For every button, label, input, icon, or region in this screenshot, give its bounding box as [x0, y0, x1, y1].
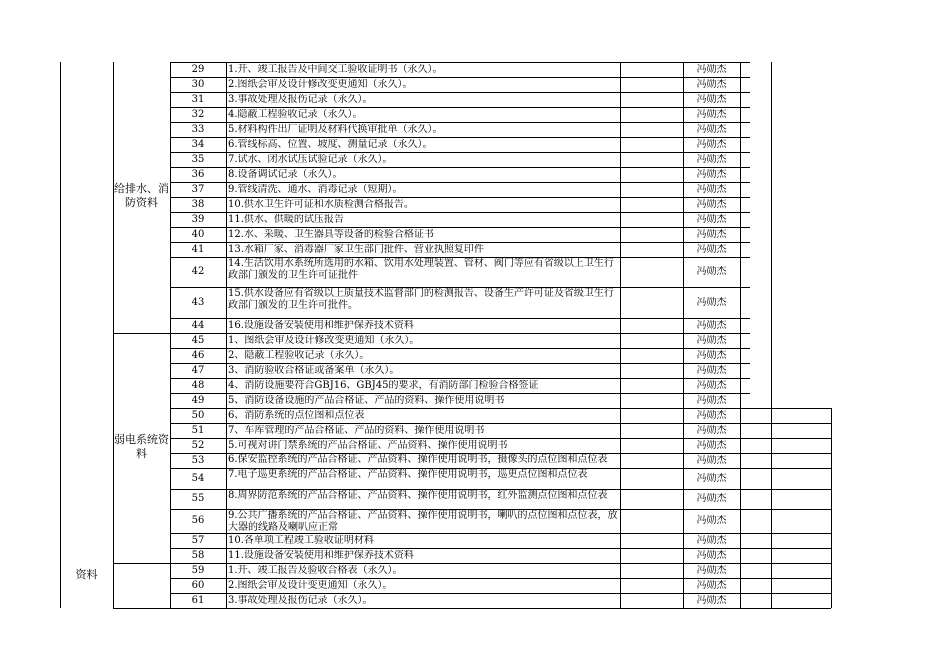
row-responsible-person: 冯勋杰 [696, 108, 727, 120]
group-left-border [113, 62, 114, 608]
row-number: 57 [191, 534, 205, 546]
row-responsible-person: 冯勋杰 [696, 394, 727, 406]
row-number: 40 [191, 228, 205, 240]
column-border [740, 62, 741, 608]
row-item-text: 3.事故处理及报伤记录（永久）。 [228, 594, 373, 606]
row-number: 55 [191, 493, 205, 504]
row-number: 41 [191, 243, 205, 255]
row-item-text: 2.图纸会审及设计变更通知（永久）。 [228, 579, 393, 591]
row-item-text: 8.周界防范系统的产品合格证、产品资料、操作使用说明书，红外监测点位图和点位表 [228, 490, 608, 501]
row-responsible-person: 冯勋杰 [696, 266, 727, 277]
row-item-text: 2、隐蔽工程验收记录（永久）。 [228, 349, 370, 361]
row-responsible-person: 冯勋杰 [696, 424, 727, 436]
row-responsible-person: 冯勋杰 [696, 472, 727, 484]
row-item-text: 5.可视对讲门禁系统的产品合格证、产品资料、操作使用说明书 [228, 439, 508, 451]
row-number: 43 [191, 296, 205, 308]
row-responsible-person: 冯勋杰 [696, 228, 727, 240]
row-number: 46 [191, 349, 205, 361]
row-number: 59 [191, 564, 205, 576]
outer-left-border [60, 62, 61, 608]
row-responsible-person: 冯勋杰 [696, 93, 727, 105]
row-item-text: 4.隐蔽工程验收记录（永久）。 [228, 108, 363, 120]
row-responsible-person: 冯勋杰 [696, 138, 727, 150]
outer-category-label: 资料 [75, 568, 98, 581]
row-responsible-person: 冯勋杰 [696, 579, 727, 591]
row-item-text: 15.供水设备应有省级以上质量技术监督部门的检测报告、设备生产许可证及省级卫生行政部门颁发的卫生许可批件。 [228, 288, 614, 311]
row-number: 32 [191, 108, 205, 120]
row-responsible-person: 冯勋杰 [696, 534, 727, 546]
row-item-text: 7.试水、闭水试压试验记录（永久）。 [228, 153, 393, 165]
row-item-text: 9.公共广播系统的产品合格证、产品资料、操作使用说明书，喇叭的点位图和点位表，放大器的线路及喇叭应正常 [228, 510, 618, 533]
row-item-text: 3.事故处理及报伤记录（永久）。 [228, 93, 373, 105]
row-responsible-person: 冯勋杰 [696, 364, 727, 376]
row-number: 45 [191, 334, 205, 346]
data-table [60, 62, 831, 610]
row-responsible-person: 冯勋杰 [696, 168, 727, 180]
row-item-text: 11.供水、供暖的试压报告 [228, 213, 344, 225]
row-item-text: 16.设施设备安装使用和维护保养技术资料 [228, 319, 414, 331]
row-item-text: 10.各单项工程竣工验收证明材料 [228, 534, 374, 546]
row-number: 42 [191, 266, 205, 277]
row-number: 56 [191, 515, 205, 526]
row-responsible-person: 冯勋杰 [696, 349, 727, 361]
row-number: 53 [191, 454, 205, 466]
row-number: 44 [191, 319, 205, 331]
row-number: 61 [191, 594, 205, 606]
row-item-text: 5.材料构件出厂证明及材料代换审批单（永久）。 [228, 123, 443, 135]
row-number: 60 [191, 579, 205, 591]
row-item-text: 7、车库管理的产品合格证、产品的资料、操作使用说明书 [228, 424, 485, 436]
row-responsible-person: 冯勋杰 [696, 78, 727, 90]
row-number: 54 [191, 472, 205, 484]
row-number: 47 [191, 364, 205, 376]
group-label-weak-current: 弱电系统资料 [114, 433, 169, 460]
table-bottom-border [113, 608, 831, 609]
row-number: 58 [191, 549, 205, 561]
row-item-text: 14.生活饮用水系统所选用的水箱、饮用水处理装置、管材、阀门等应有省级以上卫生行政部门颁发的卫生许可证批件 [228, 258, 614, 281]
row-responsible-person: 冯勋杰 [696, 334, 727, 346]
row-responsible-person: 冯勋杰 [696, 243, 727, 255]
row-responsible-person: 冯勋杰 [696, 153, 727, 165]
row-responsible-person: 冯勋杰 [696, 63, 727, 75]
right-extra-border [831, 408, 832, 608]
row-number: 29 [191, 63, 205, 75]
row-item-text: 12.水、采暖、卫生器具等设备的检验合格证书 [228, 228, 434, 240]
group-label-water: 给排水、消防资料 [114, 182, 169, 209]
row-item-text: 10.供水卫生许可证和水质检测合格报告。 [228, 198, 414, 210]
row-number: 33 [191, 123, 205, 135]
row-responsible-person: 冯勋杰 [696, 409, 727, 421]
row-number: 48 [191, 379, 205, 391]
row-number: 36 [191, 168, 205, 180]
row-responsible-person: 冯勋杰 [696, 493, 727, 504]
row-number: 37 [191, 183, 205, 195]
row-responsible-person: 冯勋杰 [696, 594, 727, 606]
row-number: 38 [191, 198, 205, 210]
row-number: 34 [191, 138, 205, 150]
row-item-text: 1.开、竣工报告及中间交工验收证明书（永久）。 [228, 63, 443, 75]
row-number: 39 [191, 213, 205, 225]
row-item-text: 4、消防设施要符合GBJ16、GBJ45的要求，有消防部门检验合格签证 [228, 379, 539, 391]
row-responsible-person: 冯勋杰 [696, 183, 727, 195]
row-number: 30 [191, 78, 205, 90]
row-item-text: 9.管线清洗、通水、消毒记录（短期）。 [228, 183, 403, 195]
row-number: 52 [191, 439, 205, 451]
row-item-text: 7.电子巡更系统的产品合格证、产品资料、操作使用说明书，巡更点位图和点位表 [228, 469, 588, 480]
row-responsible-person: 冯勋杰 [696, 379, 727, 391]
row-responsible-person: 冯勋杰 [696, 319, 727, 331]
row-responsible-person: 冯勋杰 [696, 123, 727, 135]
row-responsible-person: 冯勋杰 [696, 549, 727, 561]
row-item-text: 1.开、竣工报告及验收合格表（永久）。 [228, 564, 403, 576]
row-responsible-person: 冯勋杰 [696, 515, 727, 526]
row-item-text: 11.设施设备安装使用和维护保养技术资料 [228, 549, 414, 561]
row-responsible-person: 冯勋杰 [696, 296, 727, 308]
row-item-text: 5、消防设备设施的产品合格证、产品的资料、操作使用说明书 [228, 394, 505, 406]
row-item-text: 6、消防系统的点位图和点位表 [228, 409, 365, 421]
row-item-text: 8.设备调试记录（永久）。 [228, 168, 343, 180]
row-number: 35 [191, 153, 205, 165]
row-item-text: 13.水箱厂家、消毒器厂家卫生部门批件、营业执照复印件 [228, 243, 484, 255]
row-number: 51 [191, 424, 205, 436]
row-responsible-person: 冯勋杰 [696, 564, 727, 576]
column-border [771, 62, 772, 608]
column-border [620, 62, 621, 608]
row-item-text: 1、图纸会审及设计修改变更通知（永久）。 [228, 334, 420, 346]
row-responsible-person: 冯勋杰 [696, 454, 727, 466]
row-item-text: 6.保安监控系统的产品合格证、产品资料、操作使用说明书，摄像头的点位图和点位表 [228, 454, 608, 465]
row-item-text: 3、消防验收合格证或备案单（永久）。 [228, 364, 400, 376]
row-item-text: 6.管线标高、位置、坡度、测量记录（永久）。 [228, 138, 433, 150]
row-item-text: 2.图纸会审及设计修改变更通知（永久）。 [228, 78, 413, 90]
row-number: 49 [191, 394, 205, 406]
row-responsible-person: 冯勋杰 [696, 439, 727, 451]
row-responsible-person: 冯勋杰 [696, 198, 727, 210]
row-number: 31 [191, 93, 205, 105]
row-number: 50 [191, 409, 205, 421]
row-responsible-person: 冯勋杰 [696, 213, 727, 225]
